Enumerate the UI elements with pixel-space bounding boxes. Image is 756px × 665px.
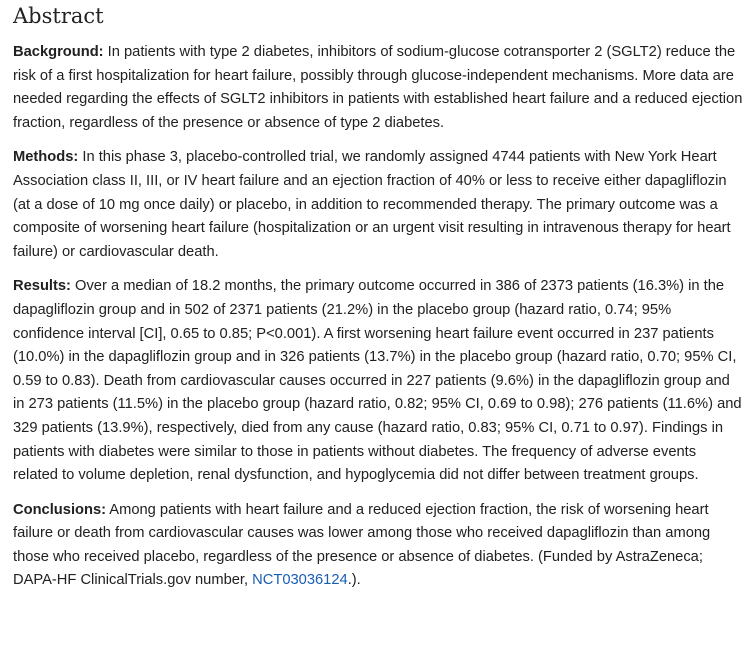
- methods-text: In this phase 3, placebo-controlled trial, we randomly assigned 4744 patients with New York Heart Association class II, III, or IV heart failure and an ejection fraction of 40% or less to receive either dapagliflozin (at a dose of 10 mg once daily) or placebo, in addition to recommended therapy. The primary outcome was a composite of worsening heart failure (hospitalization or an urgent visit resulting in intravenous therapy for heart failure) or cardiovascular death.: [13, 149, 731, 260]
- conclusions-text: Among patients with heart failure and a reduced ejection fraction, the risk of worsening heart failure or death from cardiovascular causes was lower among those who received dapagliflozin than among those who received placebo, regardless of the presence or absence of diabetes. (Funded by AstraZeneca; DAPA-HF ClinicalTrials.gov number,: [13, 501, 711, 589]
- background-paragraph: [13, 41, 745, 135]
- abstract-heading: Abstract: [13, 4, 104, 28]
- methods-paragraph: [13, 146, 745, 264]
- results-text: Over a median of 18.2 months, the primary outcome occurred in 386 of 2373 patients (16.3%) in the dapagliflozin group and in 502 of 2371 patients (21.2%) in the placebo group (hazard ratio, 0.74; 95% confidence interval [CI], 0.65 to 0.85; P<0.001). A first worsening heart failure event occurred in 237 patients (10.0%) in the dapagliflozin group and in 326 patients (13.7%) in the placebo group (hazard ratio, 0.70; 95% CI, 0.59 to 0.83). Death from cardiovascular causes occurred in 227 patients (9.6%) in the dapagliflozin group and in 273 patients (11.5%) in the placebo group (hazard ratio, 0.82; 95% CI, 0.69 to 0.98); 276 patients (11.6%) and 329 patients (13.9%), respectively, died from any cause (hazard ratio, 0.83; 95% CI, 0.71 to 0.97). Findings in patients with diabetes were similar to those in patients without diabetes. The frequency of adverse events related to volume depletion, renal dysfunction, and hypoglycemia did not differ between treatment groups.: [13, 278, 742, 484]
- conclusions-tail: .).: [347, 572, 361, 589]
- conclusions-paragraph: [13, 499, 745, 593]
- conclusions-label: Conclusions:: [13, 501, 107, 518]
- results-paragraph: [13, 275, 745, 487]
- background-text: In patients with type 2 diabetes, inhibitors of sodium-glucose cotransporter 2 (SGLT2) reduce the risk of a first hospitalization for heart failure, possibly through glucose-independent mechanisms. More data are needed regarding the effects of SGLT2 inhibitors in patients with established heart failure and a reduced ejection fraction, regardless of the presence or absence of type 2 diabetes.: [13, 44, 743, 131]
- methods-label: Methods:: [13, 149, 79, 166]
- clinical-trial-link[interactable]: NCT03036124: [252, 572, 348, 589]
- results-label: Results:: [13, 278, 71, 295]
- abstract-section: [13, 0, 745, 604]
- background-label: Background:: [13, 44, 104, 60]
